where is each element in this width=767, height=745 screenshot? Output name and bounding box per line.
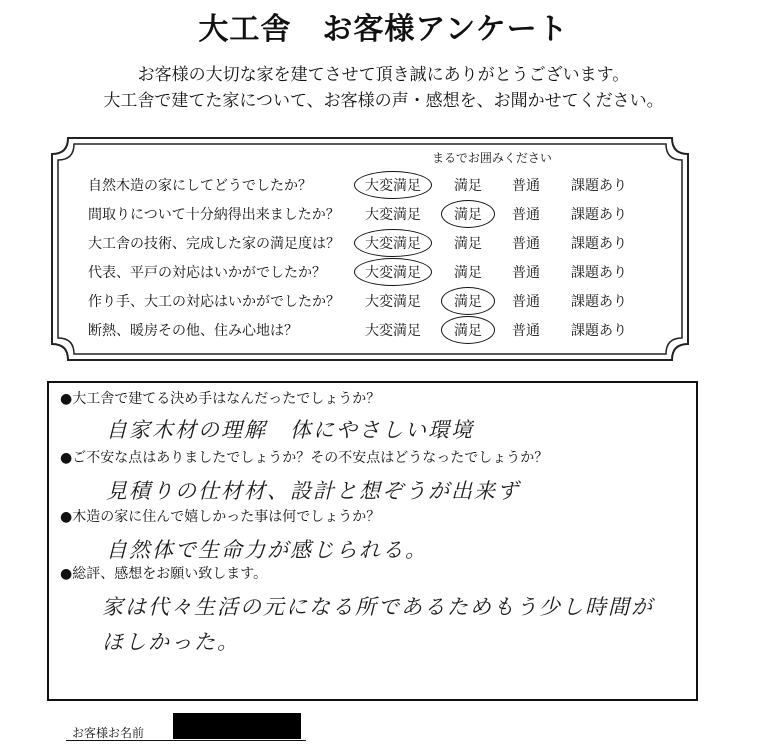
intro-line-2: 大工舎で建てた家について、お客様の声・感想を、お聞かせてください。 bbox=[103, 91, 664, 111]
rating-option[interactable]: 満足 bbox=[447, 320, 489, 340]
signature-label: お客様お名前 bbox=[72, 726, 145, 740]
rating-option[interactable]: 大変満足 bbox=[365, 294, 421, 310]
rating-question: 代表、平戸の対応はいかがでしたか？ bbox=[88, 265, 326, 281]
comment-answer-1: 自家木材の理解 体にやさしい環境 bbox=[106, 418, 474, 442]
rating-option[interactable]: 課題あり bbox=[571, 294, 627, 310]
rating-option[interactable]: 満足 bbox=[454, 236, 482, 252]
rating-option[interactable]: 普通 bbox=[512, 178, 540, 194]
comment-question-3: ●木造の家に住んで嬉しかった事は何でしょうか？ bbox=[60, 509, 381, 525]
rating-question: 断熱、暖房その他、住み心地は？ bbox=[88, 323, 298, 339]
rating-row bbox=[0, 286, 767, 314]
rating-option[interactable]: 課題あり bbox=[571, 207, 627, 223]
rating-row bbox=[0, 257, 767, 285]
rating-option[interactable]: 大変満足 bbox=[365, 323, 421, 339]
selection-circle bbox=[354, 229, 432, 257]
rating-option[interactable]: 課題あり bbox=[571, 178, 627, 194]
comment-question-2: ●ご不安な点はありましたでしょうか？その不安点はどうなったでしょうか？ bbox=[60, 450, 549, 466]
rating-option[interactable]: 大変満足 bbox=[365, 207, 421, 223]
rating-option[interactable]: 課題あり bbox=[571, 265, 627, 281]
rating-option[interactable]: 満足 bbox=[447, 291, 489, 311]
scale-label: まるでお囲みください bbox=[432, 151, 552, 165]
rating-option[interactable]: 課題あり bbox=[571, 236, 627, 252]
rating-option[interactable]: 普通 bbox=[512, 207, 540, 223]
rating-option[interactable]: 満足 bbox=[447, 204, 489, 224]
intro-line-1: お客様の大切な家を建てさせて頂き誠にありがとうございます。 bbox=[137, 65, 630, 85]
rating-option[interactable]: 大変満足 bbox=[360, 175, 426, 195]
rating-question: 自然木造の家にしてどうでしたか？ bbox=[88, 178, 312, 194]
selection-circle bbox=[441, 200, 495, 228]
comment-question-1: ●大工舎で建てる決め手はなんだったでしょうか？ bbox=[60, 391, 381, 407]
rating-option[interactable]: 課題あり bbox=[571, 323, 627, 339]
rating-option[interactable]: 普通 bbox=[512, 236, 540, 252]
rating-row bbox=[0, 199, 767, 227]
rating-question: 作り手、大工の対応はいかがでしたか？ bbox=[88, 294, 340, 310]
comment-answer-2: 見積りの仕材材、設計と想ぞうが出来ず bbox=[106, 479, 520, 503]
rating-row bbox=[0, 315, 767, 343]
comment-question-4: ●総評、感想をお願い致します。 bbox=[60, 566, 268, 582]
rating-option[interactable]: 大変満足 bbox=[360, 262, 426, 282]
rating-option[interactable]: 満足 bbox=[454, 178, 482, 194]
selection-circle bbox=[441, 316, 495, 344]
comment-answer-3: 自然体で生命力が感じられる。 bbox=[106, 538, 428, 562]
comment-answer-4-line-2: ほしかった。 bbox=[102, 630, 240, 654]
rating-option[interactable]: 普通 bbox=[512, 265, 540, 281]
rating-option[interactable]: 普通 bbox=[512, 323, 540, 339]
comment-answer-4: 家は代々生活の元になる所であるためもう少し時間が bbox=[102, 595, 654, 619]
rating-row bbox=[0, 228, 767, 256]
rating-row bbox=[0, 170, 767, 198]
selection-circle bbox=[354, 171, 432, 199]
rating-option[interactable]: 普通 bbox=[512, 294, 540, 310]
signature-line bbox=[66, 740, 306, 741]
rating-question: 大工舎の技術、完成した家の満足度は？ bbox=[88, 236, 340, 252]
rating-option[interactable]: 大変満足 bbox=[360, 233, 426, 253]
selection-circle bbox=[441, 287, 495, 315]
page-title: 大工舎 お客様アンケート bbox=[198, 12, 569, 47]
signature-redaction bbox=[173, 713, 301, 739]
rating-option[interactable]: 満足 bbox=[454, 265, 482, 281]
selection-circle bbox=[354, 258, 432, 286]
rating-question: 間取りについて十分納得出来ましたか？ bbox=[88, 207, 340, 223]
